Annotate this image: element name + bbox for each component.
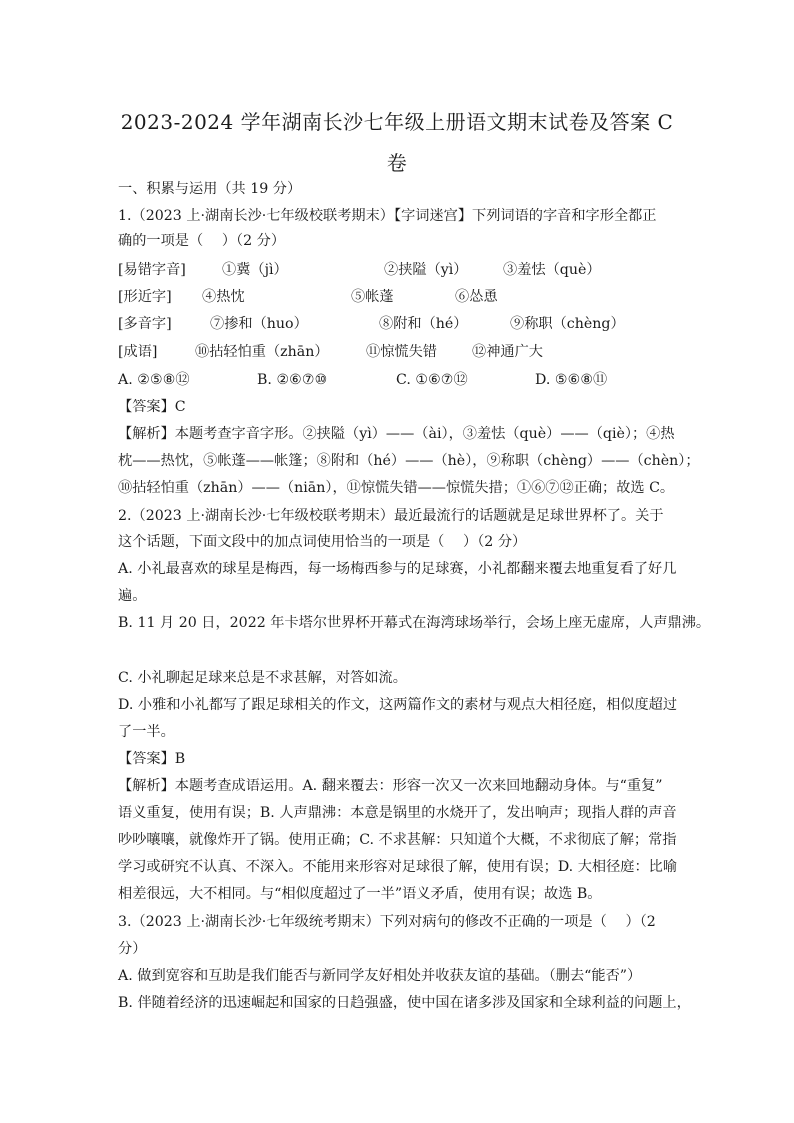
row-item: ⑥怂恿 [455, 289, 498, 305]
row-item: ⑫神通广大 [472, 344, 543, 360]
q1-stem-line-1: 1.（2023 上·湖南长沙·七年级校联考期末）【字词迷宫】下列词语的字音和字形全都正 [118, 208, 657, 224]
answer-label: 【答案】 [118, 399, 175, 415]
row-item: ⑩拈轻怕重（zhān） [195, 344, 329, 360]
q2-analysis-line: 学习或研究不认真、不深入。不能用来形容对足球很了解，使用有误；D. 大相径庭：比喻 [118, 859, 678, 875]
document-title-line-2: 卷 [386, 151, 408, 175]
q2-analysis-line: 【解析】本题考查成语运用。A. 翻来覆去：形容一次又一次来回地翻动身体。与“重复” [118, 778, 663, 794]
answer-value: B [174, 751, 186, 767]
q2-stem-line-1: 2.（2023 上·湖南长沙·七年级校联考期末）最近最流行的话题就是足球世界杯了。关于 [118, 508, 664, 524]
q1-stem-line-2: 确的一项是（ ）（2 分） [118, 233, 286, 249]
q1-answer [118, 397, 186, 417]
q2-analysis-line: 语义重复，使用有误；B. 人声鼎沸：本意是锅里的水烧开了，发出响声；现指人群的声音 [118, 805, 677, 821]
option-d: D. ⑤⑥⑧⑪ [535, 372, 608, 388]
document-title-line-1: 2023-2024 学年湖南长沙七年级上册语文期末试卷及答案 C [120, 110, 674, 134]
q3-option-a: A. 做到宽容和互助是我们能否与新同学友好相处并收获友谊的基础。（删去“能否”） [118, 968, 642, 984]
row-item: ⑧附和（hé） [379, 316, 468, 332]
section-heading: 一、积累与运用（共 19 分） [118, 181, 302, 197]
row-item: ⑤帐蓬 [351, 289, 394, 305]
row-item: ②挟隘（yì） [384, 262, 468, 278]
row-item: ⑨称职（chèng） [510, 316, 625, 332]
option-b: B. ②⑥⑦⑩ [257, 372, 328, 388]
q1-analysis-line: 【解析】本题考查字音字形。②挟隘（yì）——（ài），③羞怯（què）——（qiè）；④热 [118, 426, 675, 442]
row-item: ①冀（jì） [222, 262, 288, 278]
q2-option-b: B. 11 月 20 日，2022 年卡塔尔世界杯开幕式在海湾球场举行，会场上座无虚席，人声鼎沸。 [118, 615, 711, 631]
q2-analysis-line: 相差很远，大不相同。与“相似度超过了一半”语义矛盾，使用有误；故选 B。 [118, 886, 602, 902]
row-item: ⑦掺和（huo） [210, 316, 308, 332]
q1-analysis-line: 枕——热忱，⑤帐蓬——帐篷；⑧附和（hé）——（hè），⑨称职（chèng）——（chèn）； [118, 453, 700, 469]
answer-label: 【答案】 [118, 751, 175, 767]
row-label: [成语] [118, 344, 158, 360]
q2-stem-line-2: 这个话题，下面文段中的加点词使用恰当的一项是（ ）（2 分） [118, 534, 527, 550]
row-label: [多音字] [118, 316, 172, 332]
row-item: ③羞怯（què） [503, 262, 601, 278]
row-item: ⑪惊慌失错 [366, 344, 437, 360]
option-c: C. ①⑥⑦⑫ [396, 372, 468, 388]
q1-analysis-line: ⑩拈轻怕重（zhān）——（niān），⑪惊慌失错——惊慌失措；①⑥⑦⑫正确；故选 C。 [118, 480, 675, 496]
q3-stem-line-1: 3.（2023 上·湖南长沙·七年级统考期末）下列对病句的修改不正确的一项是（ ）（2 [118, 914, 656, 930]
row-label: [易错字音] [118, 262, 186, 278]
q2-analysis-line: 吵吵嚷嚷，就像炸开了锅。使用正确；C. 不求甚解：只知道个大概，不求彻底了解；常指 [118, 832, 677, 848]
q3-option-b: B. 伴随着经济的迅速崛起和国家的日趋强盛，使中国在诸多涉及国家和全球利益的问题上， [118, 995, 691, 1011]
q2-option-c: C. 小礼聊起足球来总是不求甚解，对答如流。 [118, 670, 407, 686]
q2-option-a-line-2: 遍。 [118, 588, 147, 604]
row-label: [形近字] [118, 289, 172, 305]
answer-value: C [174, 399, 186, 415]
option-a: A. ②⑤⑧⑫ [118, 372, 190, 388]
q2-answer [118, 749, 185, 769]
q2-option-d-line-2: 了一半。 [118, 724, 175, 740]
row-item: ④热忱 [202, 289, 245, 305]
q3-stem-line-2: 分） [118, 941, 147, 957]
q2-option-d-line-1: D. 小雅和小礼都写了跟足球相关的作文，这两篇作文的素材与观点大相径庭，相似度超过 [118, 697, 678, 713]
q2-option-a-line-1: A. 小礼最喜欢的球星是梅西，每一场梅西参与的足球赛，小礼都翻来覆去地重复看了好几 [118, 561, 677, 577]
